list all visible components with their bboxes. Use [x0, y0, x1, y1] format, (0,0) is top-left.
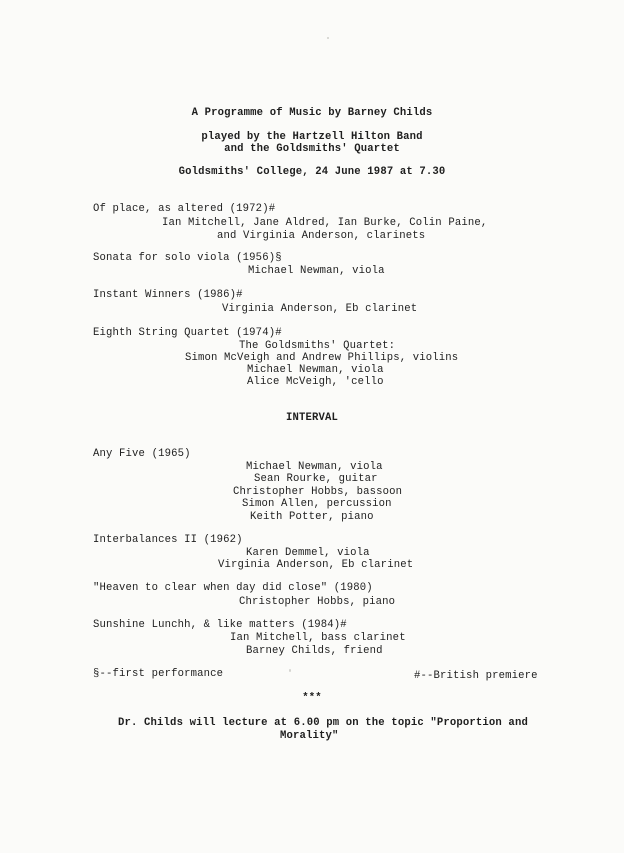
work-title: "Heaven to clear when day did close" (1980) [93, 582, 373, 594]
work-performers: Keith Potter, piano [250, 511, 374, 523]
work-performers: Simon Allen, percussion [242, 498, 392, 510]
lecture-note-line-1: Dr. Childs will lecture at 6.00 pm on the topic "Proportion and [118, 717, 528, 729]
paper-speck [327, 37, 329, 39]
work-title: Sunshine Lunchh, & like matters (1984)# [93, 619, 347, 631]
work-performers: Michael Newman, viola [247, 364, 384, 376]
legend-british-premiere: #--British premiere [414, 670, 538, 682]
work-title: Instant Winners (1986)# [93, 289, 243, 301]
work-performers: Ian Mitchell, Jane Aldred, Ian Burke, Colin Paine, [162, 217, 488, 229]
programme-title: A Programme of Music by Barney Childs [191, 107, 433, 119]
work-performers: Michael Newman, viola [246, 461, 383, 473]
separator-asterisks: *** [302, 692, 322, 704]
work-performers: Simon McVeigh and Andrew Phillips, violins [185, 352, 459, 364]
work-performers: Virginia Anderson, Eb clarinet [218, 559, 414, 571]
interval-heading: INTERVAL [285, 412, 339, 424]
work-title: Of place, as altered (1972)# [93, 203, 276, 215]
paper-speck [289, 669, 291, 672]
work-title: Eighth String Quartet (1974)# [93, 327, 282, 339]
work-title: Any Five (1965) [93, 448, 191, 460]
performers-line-1: played by the Hartzell Hilton Band [201, 131, 423, 143]
lecture-note-line-2: Morality" [280, 730, 339, 742]
work-performers: Ian Mitchell, bass clarinet [230, 632, 406, 644]
work-performers: The Goldsmiths' Quartet: [239, 340, 396, 352]
work-performers: Michael Newman, viola [248, 265, 385, 277]
work-title: Sonata for solo viola (1956)§ [93, 252, 282, 264]
performers-line-2: and the Goldsmiths' Quartet [224, 143, 400, 155]
legend-first-performance: §--first performance [93, 668, 224, 680]
work-performers: Alice McVeigh, 'cello [247, 376, 384, 388]
work-performers: and Virginia Anderson, clarinets [217, 230, 426, 242]
work-performers: Barney Childs, friend [246, 645, 383, 657]
work-performers: Virginia Anderson, Eb clarinet [222, 303, 418, 315]
work-performers: Karen Demmel, viola [246, 547, 370, 559]
work-performers: Sean Rourke, guitar [254, 473, 378, 485]
work-performers: Christopher Hobbs, piano [239, 596, 396, 608]
work-performers: Christopher Hobbs, bassoon [233, 486, 403, 498]
work-title: Interbalances II (1962) [93, 534, 243, 546]
venue-date: Goldsmiths' College, 24 June 1987 at 7.30 [178, 166, 446, 178]
